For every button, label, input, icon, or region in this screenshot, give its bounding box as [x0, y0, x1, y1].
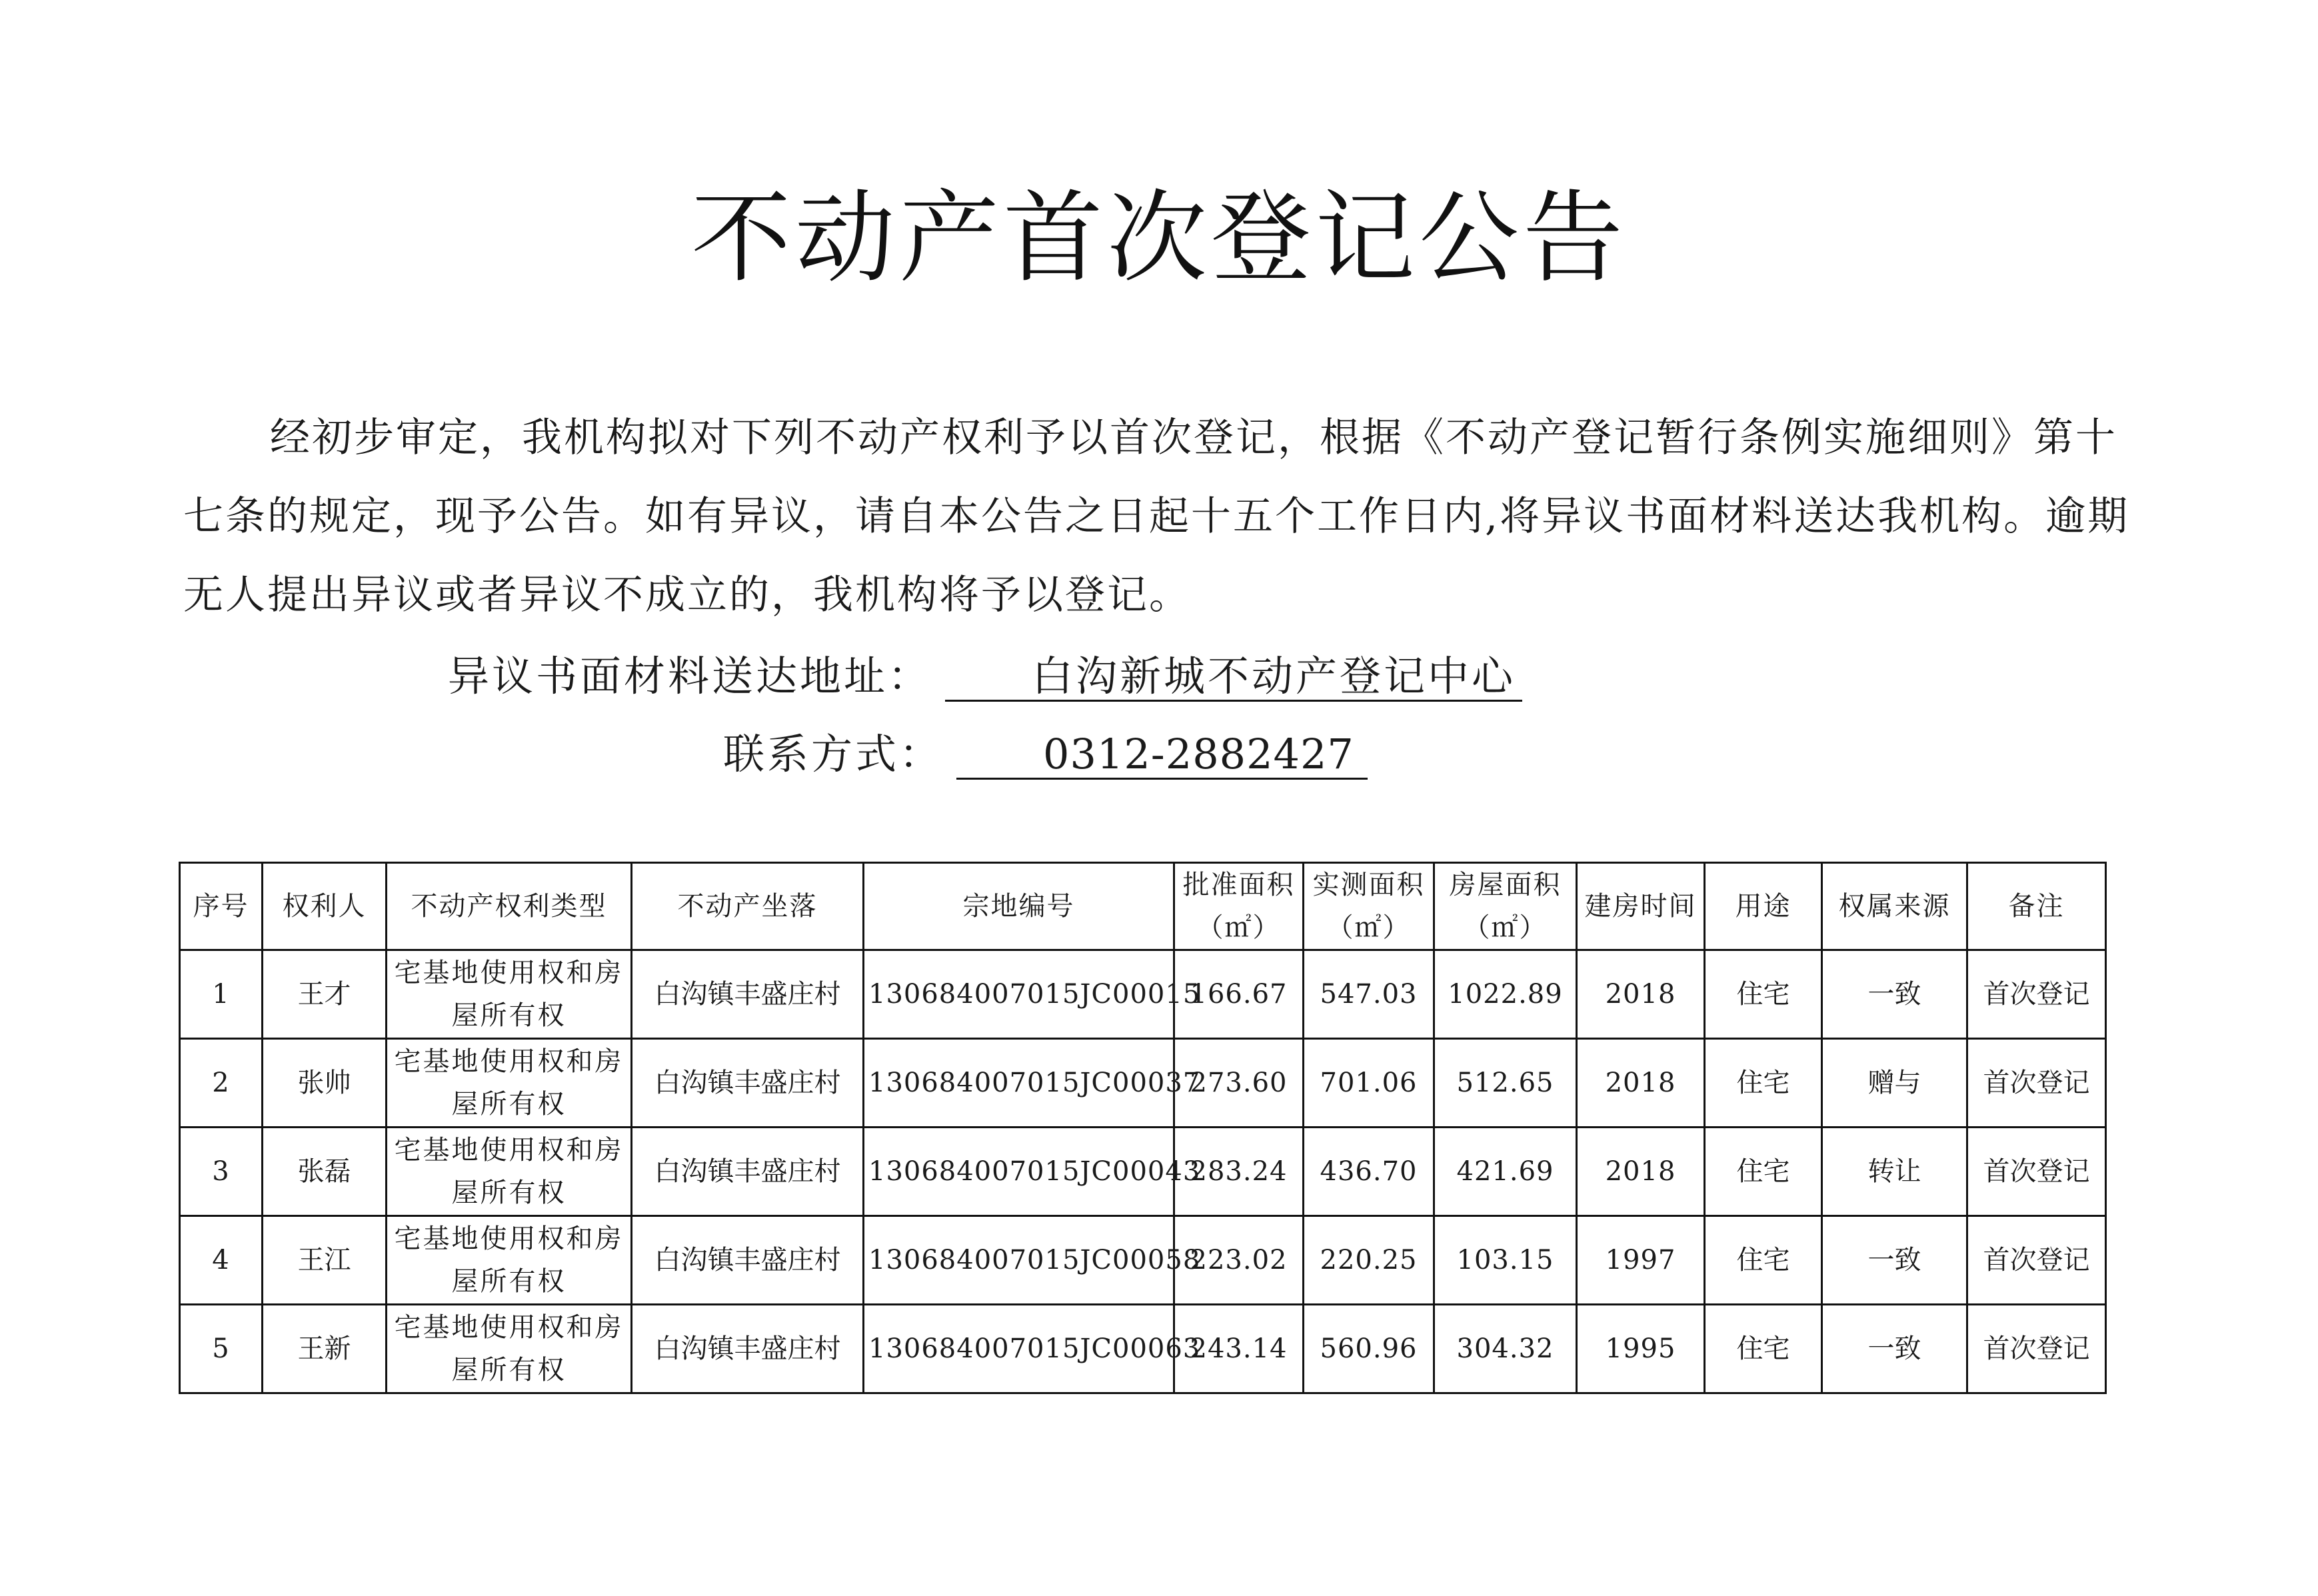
cell-remark: 首次登记 — [1967, 1216, 2106, 1305]
cell-house-area: 512.65 — [1434, 1039, 1577, 1128]
page-title: 不动产首次登记公告 — [690, 181, 1627, 297]
cell-ownership-source: 赠与 — [1822, 1039, 1967, 1128]
table-header-row — [180, 863, 2106, 950]
header-seq: 序号 — [180, 863, 263, 950]
header-location: 不动产坐落 — [632, 863, 864, 950]
table-row — [180, 1305, 2106, 1393]
cell-ownership-source: 一致 — [1822, 1305, 1967, 1393]
cell-approved-area: 283.24 — [1174, 1128, 1304, 1216]
cell-ownership-source: 转让 — [1822, 1128, 1967, 1216]
cell-location: 白沟镇丰盛庄村 — [632, 1216, 864, 1305]
cell-build-year: 2018 — [1577, 1128, 1705, 1216]
cell-location: 白沟镇丰盛庄村 — [632, 950, 864, 1039]
cell-build-year: 1997 — [1577, 1216, 1705, 1305]
cell-house-area: 1022.89 — [1434, 950, 1577, 1039]
cell-measured-area: 560.96 — [1304, 1305, 1434, 1393]
header-usage: 用途 — [1705, 863, 1822, 950]
cell-measured-area: 436.70 — [1304, 1128, 1434, 1216]
cell-location: 白沟镇丰盛庄村 — [632, 1128, 864, 1216]
address-row — [448, 650, 1522, 703]
header-approved-area: 批准面积（㎡） — [1174, 863, 1304, 950]
cell-seq: 2 — [180, 1039, 263, 1128]
cell-parcel-no: 130684007015JC00058 — [864, 1216, 1174, 1305]
cell-usage: 住宅 — [1705, 1128, 1822, 1216]
cell-right-type: 宅基地使用权和房屋所有权 — [387, 950, 632, 1039]
header-measured-area: 实测面积（㎡） — [1304, 863, 1434, 950]
cell-right-type: 宅基地使用权和房屋所有权 — [387, 1305, 632, 1393]
cell-owner: 张帅 — [263, 1039, 387, 1128]
cell-usage: 住宅 — [1705, 1039, 1822, 1128]
cell-build-year: 1995 — [1577, 1305, 1705, 1393]
cell-right-type: 宅基地使用权和房屋所有权 — [387, 1216, 632, 1305]
cell-parcel-no: 130684007015JC00063 — [864, 1305, 1174, 1393]
cell-usage: 住宅 — [1705, 1216, 1822, 1305]
cell-seq: 4 — [180, 1216, 263, 1305]
header-build-year: 建房时间 — [1577, 863, 1705, 950]
cell-seq: 3 — [180, 1128, 263, 1216]
cell-usage: 住宅 — [1705, 950, 1822, 1039]
cell-parcel-no: 130684007015JC00037 — [864, 1039, 1174, 1128]
cell-measured-area: 220.25 — [1304, 1216, 1434, 1305]
cell-ownership-source: 一致 — [1822, 1216, 1967, 1305]
contact-label: 联系方式： — [723, 730, 944, 778]
cell-owner: 王才 — [263, 950, 387, 1039]
cell-remark: 首次登记 — [1967, 1305, 2106, 1393]
header-ownership-source: 权属来源 — [1822, 863, 1967, 950]
cell-location: 白沟镇丰盛庄村 — [632, 1039, 864, 1128]
address-value: 白沟新城不动产登记中心 — [945, 653, 1522, 702]
cell-measured-area: 701.06 — [1304, 1039, 1434, 1128]
contact-row — [723, 728, 1368, 781]
cell-owner: 王新 — [263, 1305, 387, 1393]
cell-remark: 首次登记 — [1967, 950, 2106, 1039]
header-right-type: 不动产权利类型 — [387, 863, 632, 950]
cell-measured-area: 547.03 — [1304, 950, 1434, 1039]
cell-build-year: 2018 — [1577, 1039, 1705, 1128]
cell-house-area: 421.69 — [1434, 1128, 1577, 1216]
header-house-area: 房屋面积（㎡） — [1434, 863, 1577, 950]
cell-approved-area: 273.60 — [1174, 1039, 1304, 1128]
cell-location: 白沟镇丰盛庄村 — [632, 1305, 864, 1393]
cell-approved-area: 243.14 — [1174, 1305, 1304, 1393]
table-row — [180, 1039, 2106, 1128]
cell-parcel-no: 130684007015JC00043 — [864, 1128, 1174, 1216]
cell-approved-area: 166.67 — [1174, 950, 1304, 1039]
table-row — [180, 1216, 2106, 1305]
registration-table — [179, 862, 2107, 1394]
address-label: 异议书面材料送达地址： — [448, 652, 932, 700]
cell-right-type: 宅基地使用权和房屋所有权 — [387, 1128, 632, 1216]
cell-house-area: 103.15 — [1434, 1216, 1577, 1305]
cell-owner: 王江 — [263, 1216, 387, 1305]
cell-usage: 住宅 — [1705, 1305, 1822, 1393]
cell-owner: 张磊 — [263, 1128, 387, 1216]
cell-house-area: 304.32 — [1434, 1305, 1577, 1393]
table-row — [180, 950, 2106, 1039]
table-row — [180, 1128, 2106, 1216]
cell-seq: 5 — [180, 1305, 263, 1393]
header-parcel-no: 宗地编号 — [864, 863, 1174, 950]
cell-remark: 首次登记 — [1967, 1128, 2106, 1216]
intro-paragraph: 经初步审定，我机构拟对下列不动产权利予以首次登记，根据《不动产登记暂行条例实施细则》第十七条的规定，现予公告。如有异议，请自本公告之日起十五个工作日内,将异议书面材料送达我机构。逾期无人提出异议或者异议不成立的，我机构将予以登记。 — [183, 414, 2130, 618]
cell-parcel-no: 130684007015JC00015 — [864, 950, 1174, 1039]
cell-build-year: 2018 — [1577, 950, 1705, 1039]
cell-remark: 首次登记 — [1967, 1039, 2106, 1128]
cell-right-type: 宅基地使用权和房屋所有权 — [387, 1039, 632, 1128]
cell-approved-area: 223.02 — [1174, 1216, 1304, 1305]
cell-seq: 1 — [180, 950, 263, 1039]
header-remark: 备注 — [1967, 863, 2106, 950]
contact-value: 0312-2882427 — [956, 731, 1368, 780]
cell-ownership-source: 一致 — [1822, 950, 1967, 1039]
header-owner: 权利人 — [263, 863, 387, 950]
